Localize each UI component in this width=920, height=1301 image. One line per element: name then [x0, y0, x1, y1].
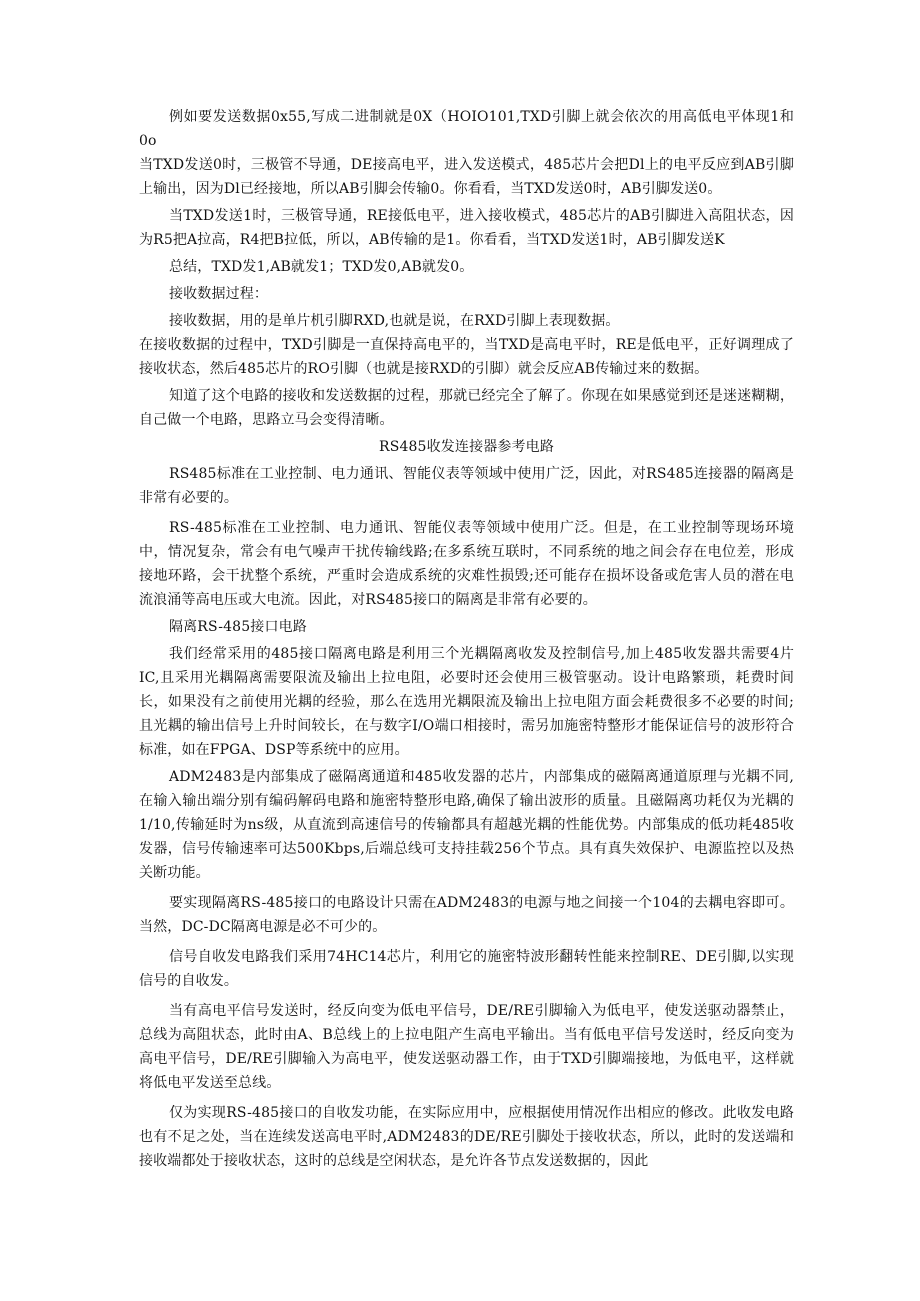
section-heading-isolated-rs485: 隔离RS-485接口电路 — [169, 619, 307, 635]
section-title-rs485-reference-circuit: RS485收发连接器参考电路 — [379, 439, 554, 455]
document-body — [139, 105, 794, 1173]
paragraph-rs485-isolation-intro: RS485标准在工业控制、电力通讯、智能仪表等领域中使用广泛，因此，对RS485连接器的隔离是非常有必要的。 — [139, 466, 794, 506]
paragraph-summary: 总结，TXD发1,AB就发1；TXD发0,AB就发0。 — [169, 259, 474, 275]
paragraph-high-low-signal: 当有高电平信号发送时，经反向变为低电平信号，DE/RE引脚输入为低电平，使发送驱动器禁止，总线为高阻状态，此时由A、B总线上的上拉电阻产生高电平输出。当有低电平信号发送时，经反向变为高电平信号，DE/RE引脚输入为高电平，使发送驱动器工作，由于TXD引脚端接地，为低电平，这样就将低电平发送至总线。 — [139, 1003, 794, 1091]
paragraph-conclusion: 知道了这个电路的接收和发送数据的过程，那就已经完全了解了。你现在如果感觉到还是迷迷糊糊，自己做一个电路，思路立马会变得清晰。 — [139, 388, 794, 428]
paragraph-txd-send-1: 当TXD发送1时，三极管导通，RE接低电平，进入接收模式，485芯片的AB引脚进入高阻状态，因为R5把A拉高，R4把B拉低，所以，AB传输的是1。你看看，当TXD发送1时，AB引脚发送K — [139, 208, 794, 248]
paragraph-74hc14: 信号自收发电路我们采用74HC14芯片，利用它的施密特波形翻转性能来控制RE、DE引脚,以实现信号的自收发。 — [139, 949, 794, 989]
paragraph-adm2483: ADM2483是内部集成了磁隔离通道和485收发器的芯片，内部集成的磁隔离通道原理与光耦不同,在输入输出端分别有编码解码电路和施密特整形电路,确保了输出波形的质量。且磁隔离功耗仅为光耦的1/10,传输延时为ns级，从直流到高速信号的传输都具有超越光耦的性能优势。内部集成的低功耗485收发器，信号传输速率可达500Kbps,后端总线可支持挂载256个节点。具有真失效保护、电源监控以及热关断功能。 — [139, 769, 794, 881]
paragraph-txd-send-0: 当TXD发送0时，三极管不导通，DE接高电平，进入发送模式，485芯片会把Dl上的电平反应到AB引脚上输出，因为Dl已经接地，所以AB引脚会传输0。你看看，当TXD发送0时，AB引脚发送0。 — [139, 157, 794, 197]
paragraph-receive-process: 在接收数据的过程中，TXD引脚是一直保持高电平的，当TXD是高电平时，RE是低电平，正好调理成了接收状态，然后485芯片的RO引脚（也就是接RXD的引脚）就会反应AB传输过来的数据。 — [139, 337, 794, 377]
paragraph-decoupling-capacitor: 要实现隔离RS-485接口的电路设计只需在ADM2483的电源与地之间接一个104的去耦电容即可。当然，DC-DC隔离电源是必不可少的。 — [139, 895, 794, 935]
paragraph-receive-heading: 接收数据过程： — [169, 286, 269, 302]
paragraph-rs485-environment: RS-485标准在工业控制、电力通讯、智能仪表等领域中使用广泛。但是，在工业控制等现场环境中，情况复杂，常会有电气噪声干扰传输线路;在多系统互联时，不同系统的地之间会存在电位差，形成接地环路，会干扰整个系统，严重时会造成系统的灾难性损毁;还可能存在损坏设备或危害人员的潜在电流浪涌等高电压或大电流。因此，对RS485接口的隔离是非常有必要的。 — [139, 520, 794, 608]
paragraph-example-0x55: 例如要发送数据0x55,写成二进制就是0X（HOIO101,TXD引脚上就会依次的用高低电平体现1和0o — [139, 109, 794, 149]
paragraph-optocoupler-isolation: 我们经常采用的485接口隔离电路是利用三个光耦隔离收发及控制信号,加上485收发器共需要4片IC,且采用光耦隔离需要限流及输出上拉电阻，必要时还会使用三极管驱动。设计电路繁琐，耗费时间长，如果没有之前使用光耦的经验，那么在选用光耦限流及输出上拉电阻方面会耗费很多不必要的时间;且光耦的输出信号上升时间较长，在与数字I/O端口相接时，需另加施密特整形才能保证信号的波形符合标准，如在FPGA、DSP等系统中的应用。 — [139, 646, 794, 758]
paragraph-auto-transceive-limitation: 仅为实现RS-485接口的自收发功能，在实际应用中，应根据使用情况作出相应的修改。此收发电路也有不足之处，当在连续发送高电平时,ADM2483的DE/RE引脚处于接收状态，所以，此时的发送端和接收端都处于接收状态，这时的总线是空闲状态，是允许各节点发送数据的，因此 — [139, 1105, 794, 1169]
paragraph-receive-rxd: 接收数据，用的是单片机引脚RXD,也就是说，在RXD引脚上表现数据。 — [169, 313, 620, 329]
